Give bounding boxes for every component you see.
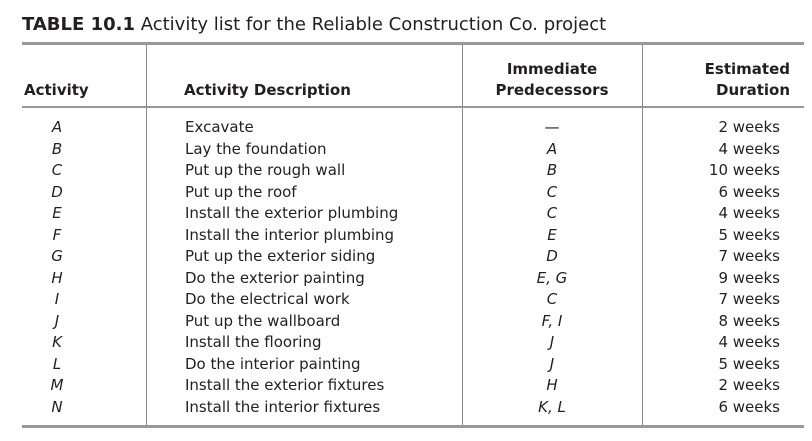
activity-cell: C: [51, 161, 63, 179]
duration-cell: 4 weeks: [718, 139, 780, 158]
header-rule: [22, 106, 804, 108]
table-title: [22, 14, 606, 35]
table-row: [22, 397, 804, 419]
top-rule: [22, 42, 804, 45]
description-cell: Put up the exterior siding: [185, 247, 376, 265]
description-cell: Install the interior plumbing: [185, 225, 395, 244]
predecessors-cell: E: [547, 225, 557, 244]
table-row: [22, 375, 804, 397]
activity-cell: B: [51, 139, 63, 158]
header-activity-label: Activity: [24, 81, 89, 99]
predecessors-cell: K, L: [538, 397, 566, 416]
table-row: [22, 225, 804, 247]
activity-cell: H: [51, 268, 63, 287]
duration-cell: 7 weeks: [718, 247, 780, 265]
duration-cell: 8 weeks: [718, 311, 780, 330]
table-row: [22, 182, 804, 204]
predecessors-cell: D: [546, 247, 558, 265]
description-cell: Install the exterior plumbing: [185, 204, 399, 222]
predecessors-cell: J: [549, 333, 555, 351]
description-cell: Do the electrical work: [185, 290, 350, 308]
table-row: [22, 354, 804, 376]
description-cell: Install the exterior fixtures: [185, 376, 385, 394]
table-row: [22, 160, 804, 182]
header-predecessors: [478, 59, 626, 101]
header-activity: [24, 80, 89, 101]
table-row: [22, 117, 804, 139]
table-row: [22, 289, 804, 311]
activity-cell: I: [54, 290, 60, 308]
activity-cell: F: [52, 225, 62, 244]
table-row: [22, 203, 804, 225]
header-description-label: Activity Description: [184, 81, 351, 99]
table-row: [22, 139, 804, 161]
activity-cell: M: [50, 376, 64, 394]
table-caption: Activity list for the Reliable Construction Co. project: [140, 14, 607, 35]
duration-cell: 2 weeks: [718, 376, 780, 394]
activity-cell: L: [52, 354, 62, 373]
description-cell: Lay the foundation: [185, 139, 327, 158]
activity-cell: N: [51, 397, 63, 416]
duration-cell: 6 weeks: [718, 182, 780, 201]
table-row: [22, 311, 804, 333]
header-predecessors-line2: Predecessors: [495, 81, 609, 99]
duration-cell: 5 weeks: [718, 354, 780, 373]
description-cell: Put up the wallboard: [185, 311, 341, 330]
description-cell: Put up the roof: [185, 182, 297, 201]
activity-cell: A: [51, 118, 63, 136]
duration-cell: 2 weeks: [718, 118, 780, 136]
table-number: TABLE 10.1: [22, 14, 135, 35]
description-cell: Do the exterior painting: [185, 268, 365, 287]
activity-cell: D: [51, 182, 63, 201]
description-cell: Put up the rough wall: [185, 161, 346, 179]
description-cell: Do the interior painting: [185, 354, 361, 373]
activity-cell: J: [54, 311, 60, 330]
table-row: [22, 268, 804, 290]
table-row: [22, 332, 804, 354]
duration-cell: 10 weeks: [708, 161, 780, 179]
predecessors-cell: B: [546, 161, 558, 179]
predecessors-cell: J: [549, 354, 555, 373]
activity-cell: G: [51, 247, 63, 265]
description-cell: Install the interior fixtures: [185, 397, 381, 416]
duration-cell: 6 weeks: [718, 397, 780, 416]
predecessors-cell: —: [544, 118, 560, 136]
header-predecessors-line1: Immediate: [506, 60, 598, 78]
document-page: [22, 0, 804, 441]
header-duration: [644, 59, 790, 101]
predecessors-cell: F, I: [541, 311, 563, 330]
table-row: [22, 246, 804, 268]
duration-cell: 5 weeks: [718, 225, 780, 244]
bottom-rule: [22, 425, 804, 428]
header-duration-line2: Duration: [716, 81, 790, 99]
duration-cell: 9 weeks: [718, 268, 780, 287]
predecessors-cell: A: [546, 139, 558, 158]
description-cell: Excavate: [185, 118, 254, 136]
predecessors-cell: H: [546, 376, 558, 394]
predecessors-cell: C: [546, 182, 558, 201]
duration-cell: 4 weeks: [718, 204, 780, 222]
duration-cell: 4 weeks: [718, 333, 780, 351]
header-description: [184, 80, 351, 101]
activity-cell: E: [52, 204, 62, 222]
predecessors-cell: C: [546, 290, 558, 308]
predecessors-cell: E, G: [536, 268, 568, 287]
activity-cell: K: [52, 333, 62, 351]
description-cell: Install the flooring: [185, 333, 322, 351]
predecessors-cell: C: [546, 204, 558, 222]
header-duration-line1: Estimated: [704, 60, 790, 78]
table-body: [22, 117, 804, 418]
duration-cell: 7 weeks: [718, 290, 780, 308]
